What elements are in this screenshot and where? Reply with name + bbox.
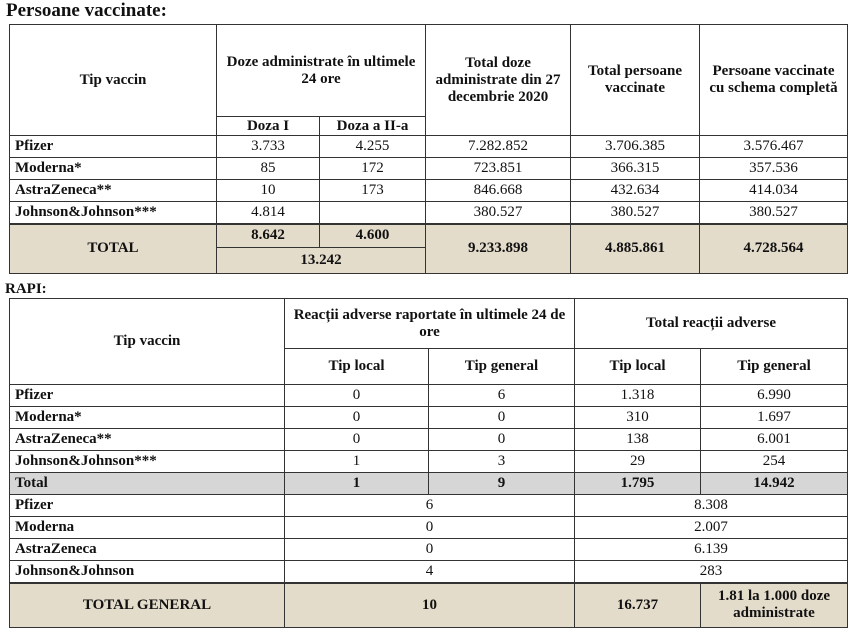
page-title: Persoane vaccinate:	[6, 0, 167, 21]
vaccine-name: Moderna*	[10, 158, 217, 180]
cell-schema-completa: 414.034	[700, 180, 848, 202]
header-total-persoane: Total persoane vaccinate	[571, 25, 700, 136]
cell-schema-completa: 357.536	[700, 158, 848, 180]
table-row	[10, 407, 848, 429]
total-doza1: 8.642	[217, 224, 320, 248]
vaccine-name: Johnson&Johnson	[10, 561, 285, 583]
vaccine-name: Pfizer	[10, 495, 285, 517]
cell-total-persoane: 366.315	[571, 158, 700, 180]
header-total-doze: Total doze administrate din 27 decembrie 2020	[426, 25, 571, 136]
cell-total-doze: 723.851	[426, 158, 571, 180]
cell-doza1: 3.733	[217, 136, 320, 158]
cell-doza1: 85	[217, 158, 320, 180]
vaccine-name: Moderna*	[10, 407, 285, 429]
summary-row	[10, 539, 848, 561]
header-doze-24h: Doze administrate în ultimele 24 ore	[217, 25, 426, 117]
cell-doza2: 4.255	[320, 136, 426, 158]
cell-local-total: 138	[575, 429, 701, 451]
header-doza-1: Doza I	[217, 117, 320, 136]
cell-local-24h: 1	[285, 451, 429, 473]
cell-24h-combined: 0	[285, 517, 575, 539]
table-row	[10, 158, 848, 180]
cell-local-24h: 0	[285, 429, 429, 451]
vaccinated-persons-table	[9, 24, 848, 274]
total-schema-completa: 4.728.564	[700, 224, 848, 274]
cell-general-total: 1.697	[701, 407, 848, 429]
cell-general-total: 254	[701, 451, 848, 473]
cell-doza2: 172	[320, 158, 426, 180]
cell-24h-combined: 0	[285, 539, 575, 561]
total-general-24h: 10	[285, 583, 575, 628]
total-persoane: 4.885.861	[571, 224, 700, 274]
header-total-reactii: Total reacții adverse	[575, 299, 848, 349]
cell-general-total: 6.990	[701, 385, 848, 407]
cell-local-24h: 0	[285, 385, 429, 407]
vaccine-name: Pfizer	[10, 385, 285, 407]
header-reactii-24h: Reacții adverse raportate în ultimele 24 de ore	[285, 299, 575, 349]
cell-24h-combined: 4	[285, 561, 575, 583]
cell-general-24h: 0	[429, 407, 575, 429]
cell-24h-combined: 6	[285, 495, 575, 517]
table-row	[10, 136, 848, 158]
total-general-row	[10, 583, 848, 628]
header-tip-local: Tip local	[285, 349, 429, 385]
summary-row	[10, 561, 848, 583]
table-row	[10, 429, 848, 451]
total-doze-24h-sum: 13.242	[217, 248, 426, 274]
table-row	[10, 202, 848, 224]
total-local-24h: 1	[285, 473, 429, 495]
rapi-title: RAPI:	[5, 281, 47, 297]
header-tip-general: Tip general	[429, 349, 575, 385]
cell-schema-completa: 3.576.467	[700, 136, 848, 158]
total-label: TOTAL	[10, 224, 217, 274]
cell-total-combined: 2.007	[575, 517, 848, 539]
summary-row	[10, 517, 848, 539]
cell-total-combined: 283	[575, 561, 848, 583]
table-row	[10, 451, 848, 473]
vaccine-name: AstraZeneca**	[10, 180, 217, 202]
cell-general-24h: 3	[429, 451, 575, 473]
cell-total-persoane: 432.634	[571, 180, 700, 202]
vaccine-name: Moderna	[10, 517, 285, 539]
cell-doza2: 173	[320, 180, 426, 202]
total-general-total: 14.942	[701, 473, 848, 495]
cell-total-persoane: 380.527	[571, 202, 700, 224]
total-doze: 9.233.898	[426, 224, 571, 274]
cell-total-persoane: 3.706.385	[571, 136, 700, 158]
header-tip-vaccin: Tip vaccin	[10, 25, 217, 136]
cell-general-24h: 0	[429, 429, 575, 451]
adverse-reactions-table	[9, 298, 848, 628]
cell-total-doze: 7.282.852	[426, 136, 571, 158]
total-row	[10, 473, 848, 495]
cell-total-doze: 846.668	[426, 180, 571, 202]
cell-schema-completa: 380.527	[700, 202, 848, 224]
vaccine-name: Pfizer	[10, 136, 217, 158]
vaccine-name: Johnson&Johnson***	[10, 202, 217, 224]
header-schema-completa: Persoane vaccinate cu schema completă	[700, 25, 848, 136]
cell-local-total: 1.318	[575, 385, 701, 407]
cell-total-doze: 380.527	[426, 202, 571, 224]
cell-total-combined: 8.308	[575, 495, 848, 517]
total-general-rate: 1.81 la 1.000 doze administrate	[701, 583, 848, 628]
cell-general-24h: 6	[429, 385, 575, 407]
header-tip-general-total: Tip general	[701, 349, 848, 385]
vaccine-name: AstraZeneca	[10, 539, 285, 561]
total-doza2: 4.600	[320, 224, 426, 248]
header-tip-local-total: Tip local	[575, 349, 701, 385]
cell-local-total: 310	[575, 407, 701, 429]
total-local-total: 1.795	[575, 473, 701, 495]
cell-doza1: 10	[217, 180, 320, 202]
total-general-label: TOTAL GENERAL	[10, 583, 285, 628]
vaccine-name: AstraZeneca**	[10, 429, 285, 451]
header-doza-2: Doza a II-a	[320, 117, 426, 136]
cell-local-total: 29	[575, 451, 701, 473]
total-row	[10, 224, 848, 248]
cell-doza1: 4.814	[217, 202, 320, 224]
total-general-24h: 9	[429, 473, 575, 495]
table-row	[10, 385, 848, 407]
summary-row	[10, 495, 848, 517]
vaccine-name: Johnson&Johnson***	[10, 451, 285, 473]
cell-doza2	[320, 202, 426, 224]
total-label: Total	[10, 473, 285, 495]
cell-total-combined: 6.139	[575, 539, 848, 561]
table-row	[10, 180, 848, 202]
cell-local-24h: 0	[285, 407, 429, 429]
cell-general-total: 6.001	[701, 429, 848, 451]
total-general-total: 16.737	[575, 583, 701, 628]
header-tip-vaccin: Tip vaccin	[10, 299, 285, 385]
